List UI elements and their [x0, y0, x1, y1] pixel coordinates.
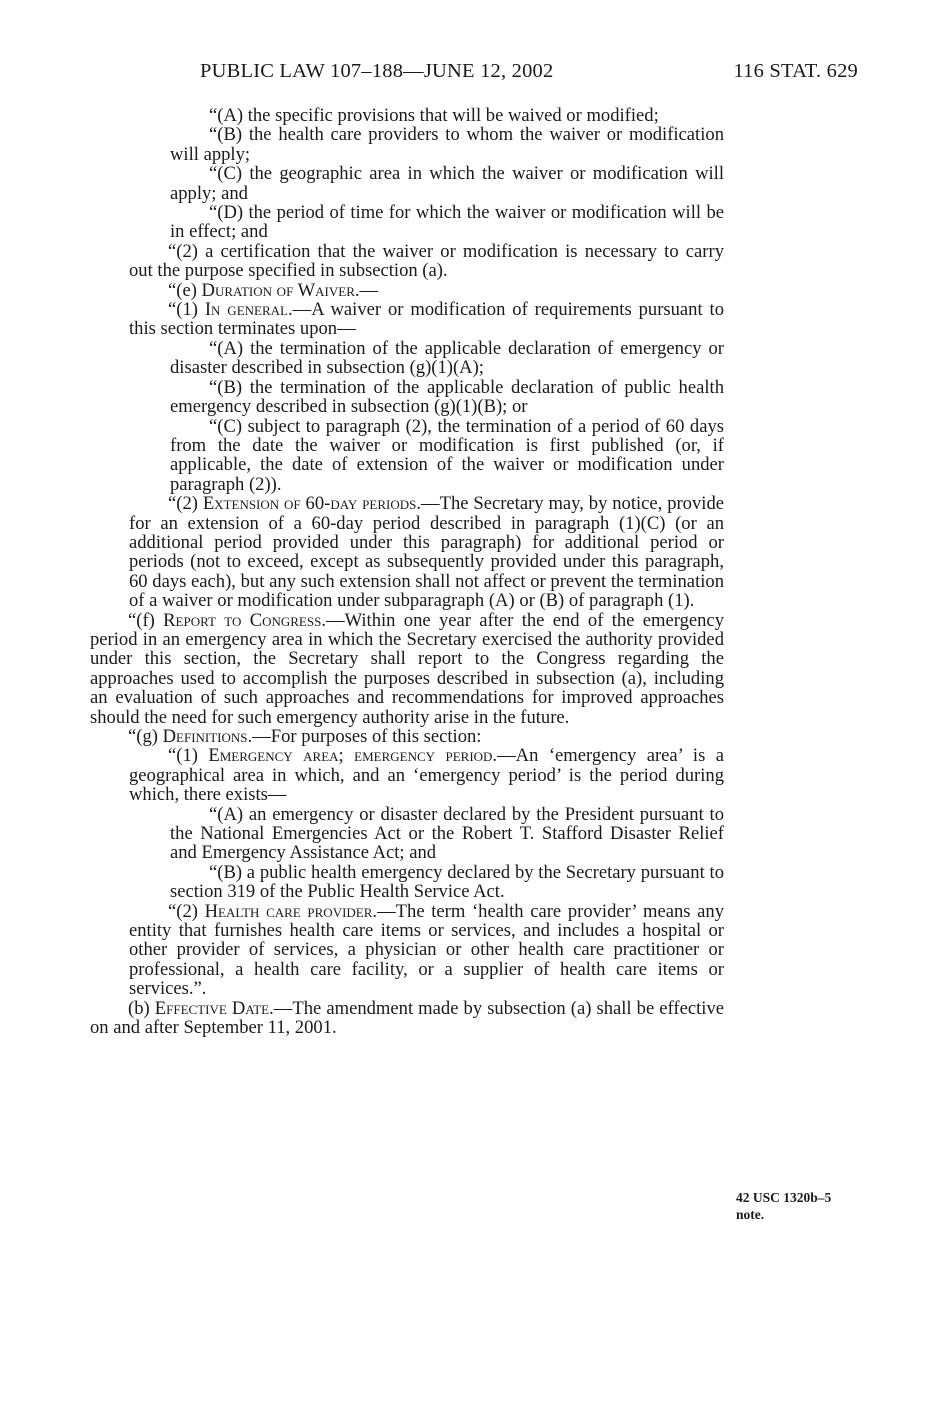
- margin-note-label: note.: [736, 1207, 765, 1222]
- paragraph-g2-health-care-provider: “(2) Health care provider.—The term ‘health care provider’ means any entity that furnishes health care items or services, and includes a hospital or other provider of services, a physician or other health care practitioner or professional, a health care facility, or a supplier of health care items or services.”.: [129, 900, 724, 1000]
- margin-citation-line: 42 USC 1320b–5: [736, 1190, 832, 1205]
- stat-page-number: 116 STAT. 629: [733, 60, 858, 82]
- clause-a-specific-provisions: “(A) the specific provisions that will be waived or modified;: [209, 105, 659, 126]
- clause-e1c-sixty-day-period: “(C) subject to paragraph (2), the termination of a period of 60 days from the date the waiver or modification is first published (or, if applicable, the date of extension of the waiver or modification under paragraph (2)).: [170, 415, 724, 495]
- paragraph-2-certification: “(2) a certification that the waiver or modification is necessary to carry out the purpose specified in subsection (a).: [129, 240, 724, 282]
- paragraph-e1-in-general: “(1) In general.—A waiver or modification of requirements pursuant to this section terminates upon—: [129, 299, 724, 340]
- margin-citation-note: [736, 1189, 831, 1223]
- subsection-g-definitions: “(g) Definitions.—For purposes of this section:: [128, 726, 482, 747]
- subsection-b-effective-date: (b) Effective Date.—The amendment made by subsection (a) shall be effective on and after September 11, 2001.: [90, 997, 724, 1039]
- clause-g1a-presidential-declaration: “(A) an emergency or disaster declared by the President pursuant to the National Emergencies Act or the Robert T. Stafford Disaster Relief and Emergency Assistance Act; and: [170, 803, 724, 864]
- statute-body: [90, 106, 724, 1038]
- paragraph-e2-extension: “(2) Extension of 60-day periods.—The Secretary may, by notice, provide for an extension of a 60-day period described in paragraph (1)(C) (or an additional period provided under this paragraph) for additional period or periods (not to exceed, except as subsequently provided under this paragraph, 60 days each), but any such extension shall not affect or prevent the termination of a waiver or modification under subparagraph (A) or (B) of paragraph (1).: [129, 493, 724, 612]
- paragraph-g1-emergency-area: “(1) Emergency area; emergency period.—An ‘emergency area’ is a geographical area in which, and an ‘emergency period’ is the period during which, there exists—: [129, 745, 724, 806]
- clause-g1b-public-health-emergency: “(B) a public health emergency declared by the Secretary pursuant to section 319 of the Public Health Service Act.: [170, 861, 724, 903]
- subsection-e-heading: “(e) Duration of Waiver.—: [168, 279, 379, 301]
- clause-d-period-of-time: “(D) the period of time for which the waiver or modification will be in effect; and: [170, 202, 724, 243]
- clause-e1a-emergency-declaration: “(A) the termination of the applicable declaration of emergency or disaster described in subsection (g)(1)(A);: [170, 337, 724, 379]
- clause-e1b-public-health-declaration: “(B) the termination of the applicable declaration of public health emergency described in subsection (g)(1)(B); or: [170, 376, 724, 418]
- running-head-title: PUBLIC LAW 107–188—JUNE 12, 2002: [200, 60, 554, 82]
- subsection-f-report-to-congress: “(f) Report to Congress.—Within one year after the end of the emergency period in an emergency area in which the Secretary exercised the authority provided under this section, the Secretary shall report to the Congress regarding the approaches used to accomplish the purposes described in subsection (a), including an evaluation of such approaches and recommendations for improved approaches should the need for such emergency authority arise in the future.: [90, 609, 724, 728]
- clause-c-geographic-area: “(C) the geographic area in which the waiver or modification will apply; and: [170, 163, 724, 204]
- clause-b-health-care-providers: “(B) the health care providers to whom the waiver or modification will apply;: [170, 124, 724, 165]
